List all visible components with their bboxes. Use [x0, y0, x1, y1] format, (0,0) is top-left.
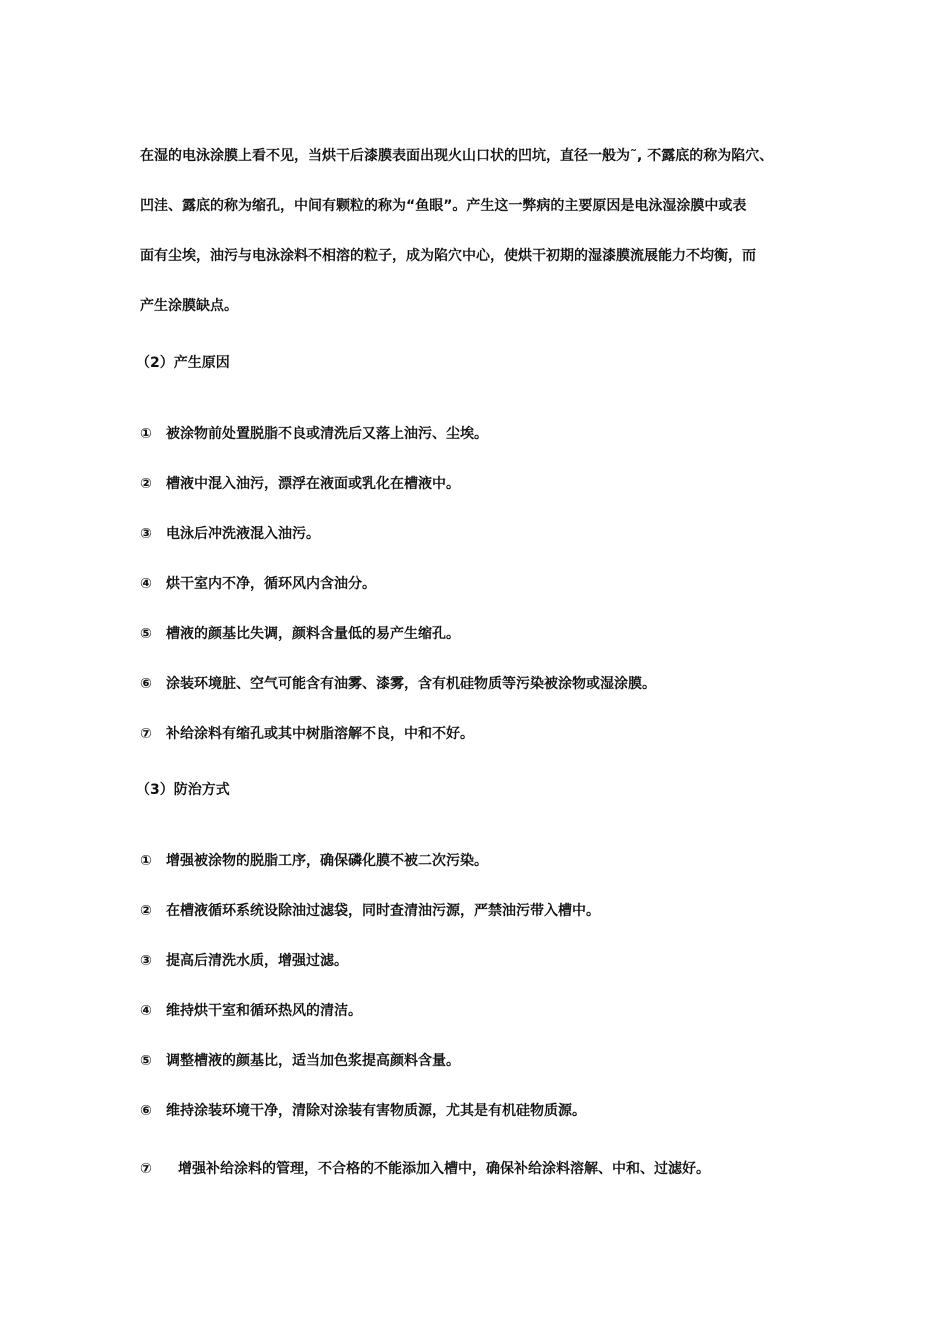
intro-line-2: 凹洼、露底的称为缩孔，中间有颗粒的称为“鱼眼”。产生这一弊病的主要原因是电泳湿涂膜中或表	[140, 198, 747, 214]
intro-line-3: 面有尘埃，油污与电泳涂料不相溶的粒子，成为陷穴中心，使烘干初期的湿漆膜流展能力不均衡，而	[140, 248, 756, 264]
prevention-item-6	[140, 1101, 820, 1121]
cause-number: ①	[140, 426, 152, 442]
prevention-number: ②	[140, 903, 152, 919]
prevention-heading: （3）防治方式	[136, 782, 230, 798]
prevention-item-7	[140, 1159, 820, 1179]
causes-heading: （2）产生原因	[136, 355, 230, 371]
prevention-text: 调整槽液的颜基比，适当加色浆提高颜料含量。	[166, 1053, 460, 1069]
prevention-item-4	[140, 1001, 820, 1021]
cause-item-6	[140, 674, 820, 694]
prevention-number: ④	[140, 1003, 152, 1019]
prevention-number: ①	[140, 853, 152, 869]
cause-text: 补给涂料有缩孔或其中树脂溶解不良，中和不好。	[166, 726, 474, 742]
prevention-item-3	[140, 951, 820, 971]
cause-number: ⑦	[140, 726, 152, 742]
prevention-number: ⑥	[140, 1103, 152, 1119]
cause-number: ②	[140, 476, 152, 492]
prevention-text: 维持涂装环境干净，清除对涂装有害物质源，尤其是有机硅物质源。	[166, 1103, 586, 1119]
cause-item-2	[140, 474, 820, 494]
cause-number: ④	[140, 576, 152, 592]
prevention-number: ⑦	[140, 1161, 152, 1177]
prevention-number: ③	[140, 953, 152, 969]
cause-item-7	[140, 724, 820, 744]
cause-text: 被涂物前处置脱脂不良或清洗后又落上油污、尘埃。	[166, 426, 488, 442]
cause-item-3	[140, 524, 820, 544]
cause-item-1	[140, 424, 820, 444]
cause-text: 电泳后冲洗液混入油污。	[166, 526, 320, 542]
intro-line-4: 产生涂膜缺点。	[140, 298, 238, 314]
prevention-text: 提高后清洗水质，增强过滤。	[166, 953, 348, 969]
prevention-text: 维持烘干室和循环热风的清洁。	[166, 1003, 362, 1019]
cause-text: 烘干室内不净，循环风内含油分。	[166, 576, 376, 592]
cause-text: 槽液中混入油污，漂浮在液面或乳化在槽液中。	[166, 476, 460, 492]
cause-number: ⑤	[140, 626, 152, 642]
cause-text: 涂装环境脏、空气可能含有油雾、漆雾，含有机硅物质等污染被涂物或湿涂膜。	[166, 676, 656, 692]
cause-item-4	[140, 574, 820, 594]
prevention-item-5	[140, 1051, 820, 1071]
prevention-item-2	[140, 901, 820, 921]
intro-line-1: 在湿的电泳涂膜上看不见，当烘干后漆膜表面出现火山口状的凹坑，直径一般为˜, 不露底的称为陷穴、	[140, 148, 774, 164]
prevention-number: ⑤	[140, 1053, 152, 1069]
cause-text: 槽液的颜基比失调，颜料含量低的易产生缩孔。	[166, 626, 460, 642]
cause-number: ⑥	[140, 676, 152, 692]
cause-item-5	[140, 624, 820, 644]
prevention-text: 增强补给涂料的管理，不合格的不能添加入槽中，确保补给涂料溶解、中和、过滤好。	[178, 1161, 710, 1177]
prevention-item-1	[140, 851, 820, 871]
prevention-text: 在槽液循环系统设除油过滤袋，同时查清油污源，严禁油污带入槽中。	[166, 903, 600, 919]
cause-number: ③	[140, 526, 152, 542]
prevention-text: 增强被涂物的脱脂工序，确保磷化膜不被二次污染。	[166, 853, 488, 869]
